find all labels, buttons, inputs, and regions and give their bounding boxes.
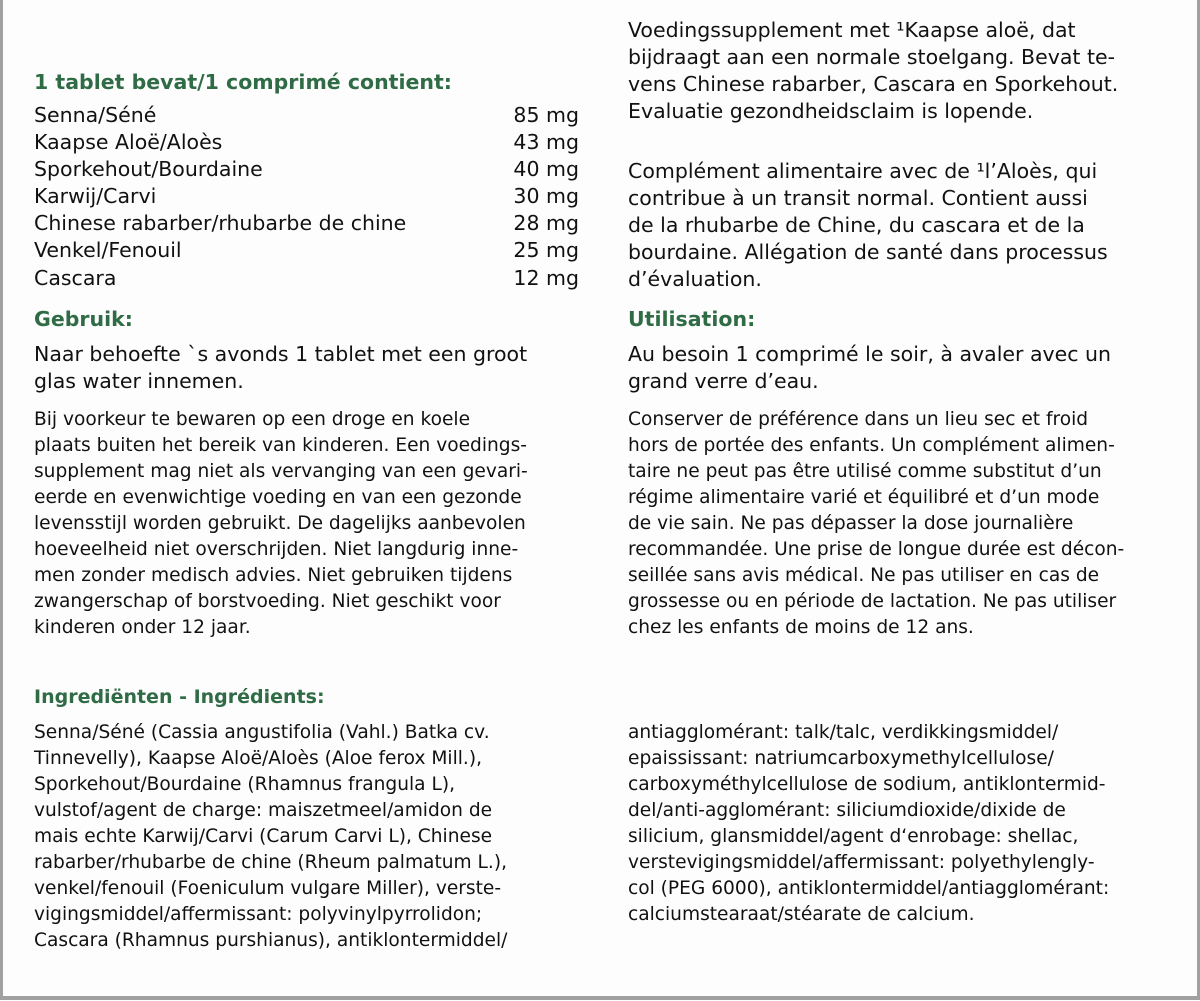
text-line: antiagglomérant: talk/talc, verdikkingsmiddel/ [628,722,1059,743]
text-line: verstevigingsmiddel/affermissant: polyethylengly- [628,852,1095,873]
text-line: grossesse ou en période de lactation. Ne pas utiliser [628,591,1117,612]
ingredients-title: Ingrediënten - Ingrédients: [34,686,325,708]
ingredient-name: Senna/Séné [34,103,157,127]
ingredient-name: Cascara [34,265,117,290]
ingredient-name: Sporkehout/Bourdaine [34,157,263,182]
text-line: Complément alimentaire avec de ¹l’Aloès, qui [628,159,1098,183]
ingredients-text-left [34,720,507,954]
text-line: vigingsmiddel/affermissant: polyvinylpyrrolidon; [34,904,483,925]
text-line: supplement mag niet als vervanging van een gevari- [34,461,528,482]
text-line: venkel/fenouil (Foeniculum vulgare Miller), verste- [34,878,502,899]
text-line: taire ne peut pas être utilisé comme substitut d’un [628,461,1102,482]
ingredient-amount: 40 mg [513,157,579,182]
text-line: Naar behoefte `s avonds 1 tablet met een groot [34,342,528,366]
text-line: plaats buiten het bereik van kinderen. Een voedings- [34,435,527,456]
text-line: bourdaine. Allégation de santé dans processus [628,240,1108,264]
text-line: vulstof/agent de charge: maiszetmeel/amidon de [34,800,493,821]
health-claim-fr [628,158,1108,293]
ingredient-name: Venkel/Fenouil [34,238,182,263]
text-line: Voedingssupplement met ¹Kaapse aloë, dat [628,18,1076,42]
text-line: de la rhubarbe de Chine, du cascara et de la [628,213,1085,237]
text-line: d’évaluation. [628,267,762,291]
text-line: Sporkehout/Bourdaine (Rhamnus frangula L), [34,774,455,795]
text-line: kinderen onder 12 jaar. [34,617,251,638]
warning-text-fr [628,407,1124,641]
ingredient-amount: 30 mg [513,184,579,209]
contents-row [34,129,579,156]
text-line: vens Chinese rabarber, Cascara en Sporkehout. [628,72,1119,96]
text-line: eerde en evenwichtige voeding en van een gezonde [34,487,522,508]
ingredient-name: Karwij/Carvi [34,184,157,209]
contents-table [34,102,579,292]
usage-text-nl [34,341,527,395]
text-line: hors de portée des enfants. Un complément alimen- [628,435,1115,456]
contents-row [34,156,579,183]
text-line: del/anti-agglomérant: siliciumdioxide/dixide de [628,800,1066,821]
health-claim-nl [628,17,1118,125]
text-line: Senna/Séné (Cassia angustifolia (Vahl.) Batka cv. [34,722,490,743]
warning-text-nl [34,407,528,641]
text-line: Conserver de préférence dans un lieu sec et froid [628,409,1089,430]
text-line: levensstijl worden gebruikt. De dagelijks aanbevolen [34,513,526,534]
text-line: recommandée. Une prise de longue durée est décon- [628,539,1125,560]
contents-row [34,210,579,237]
text-line: carboxyméthylcellulose de sodium, antiklontermid- [628,774,1106,795]
text-line: contribue à un transit normal. Contient aussi [628,186,1088,210]
text-line: grand verre d’eau. [628,369,819,393]
text-line: calciumstearaat/stéarate de calcium. [628,904,975,925]
contents-row [34,183,579,210]
text-line: de vie sain. Ne pas dépasser la dose journalière [628,513,1074,534]
contents-row [34,102,579,129]
text-line: glas water innemen. [34,369,244,393]
ingredients-text-right [628,720,1109,928]
ingredient-amount: 25 mg [513,238,579,263]
text-line: mais echte Karwij/Carvi (Carum Carvi L), Chinese [34,826,493,847]
contents-row [34,265,579,292]
text-line: silicium, glansmiddel/agent d‘enrobage: shellac, [628,826,1079,847]
text-line: Au besoin 1 comprimé le soir, à avaler avec un [628,342,1112,366]
text-line: zwangerschap of borstvoeding. Niet geschikt voor [34,591,501,612]
text-line: Cascara (Rhamnus purshianus), antiklontermiddel/ [34,930,508,951]
usage-title-fr: Utilisation: [628,307,756,331]
text-line: Evaluatie gezondheidsclaim is lopende. [628,99,1034,123]
text-line: col (PEG 6000), antiklontermiddel/antiagglomérant: [628,878,1110,899]
text-line: bijdraagt aan een normale stoelgang. Bevat te- [628,45,1116,69]
ingredient-amount: 28 mg [513,211,579,236]
ingredient-name: Chinese rabarber/rhubarbe de chine [34,211,407,236]
text-line: epaississant: natriumcarboxymethylcellulose/ [628,748,1054,769]
text-line: rabarber/rhubarbe de chine (Rheum palmatum L.), [34,852,507,873]
contents-title: 1 tablet bevat/1 comprimé contient: [34,70,452,94]
usage-title-nl: Gebruik: [34,307,133,331]
ingredient-amount: 85 mg [513,103,579,127]
text-line: hoeveelheid niet overschrijden. Niet langdurig inne- [34,539,519,560]
ingredient-name: Kaapse Aloë/Aloès [34,130,223,155]
usage-text-fr [628,341,1111,395]
contents-row [34,237,579,264]
text-line: Bij voorkeur te bewaren op een droge en koele [34,409,471,430]
text-line: seillée sans avis médical. Ne pas utiliser en cas de [628,565,1100,586]
ingredient-amount: 12 mg [513,265,579,290]
text-line: men zonder medisch advies. Niet gebruiken tijdens [34,565,513,586]
text-line: chez les enfants de moins de 12 ans. [628,617,974,638]
ingredient-amount: 43 mg [513,130,579,155]
text-line: Tinnevelly), Kaapse Aloë/Aloès (Aloe ferox Mill.), [34,748,482,769]
text-line: régime alimentaire varié et équilibré et d’un mode [628,487,1100,508]
